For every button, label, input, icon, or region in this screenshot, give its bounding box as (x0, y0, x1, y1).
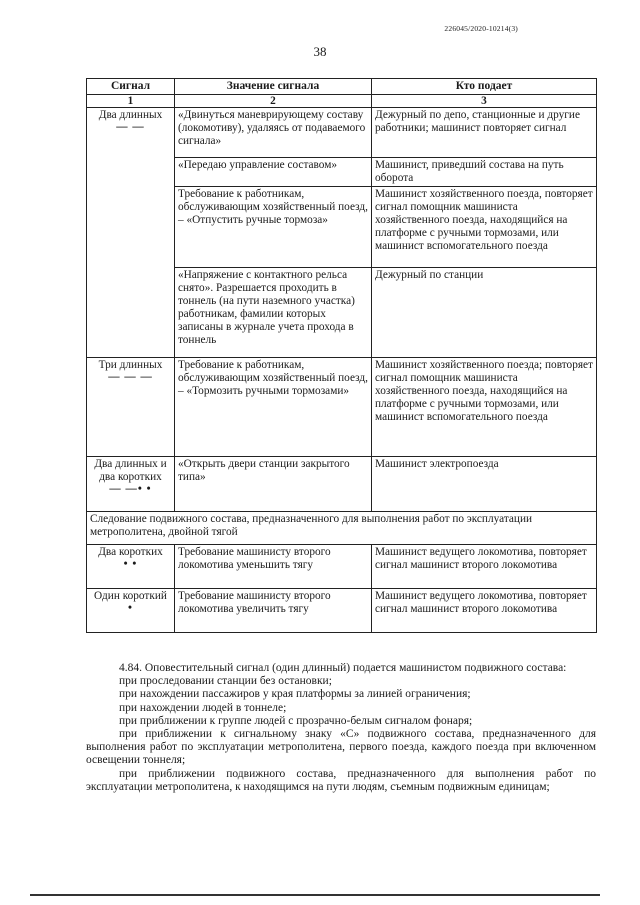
who-cell: Дежурный по депо, станционные и другие работники; машинист повторяет сигнал (372, 108, 597, 158)
section-heading-row (87, 512, 597, 545)
who-cell: Машинист хозяйственного поезда; повторяет сигнал помощник машиниста хозяйственного поезда, находящийся на платформе с ручными тормозами, или машинист вспомогательного поезда (372, 358, 597, 457)
meaning-cell: «Передаю управление составом» (175, 158, 372, 187)
table-row (87, 108, 597, 158)
paragraph: при приближении к группе людей с прозрачно-белым сигналом фонаря; (119, 714, 473, 727)
signal-cell (87, 457, 175, 512)
col-number-3: 3 (372, 95, 597, 108)
signal-mark: — — — (108, 371, 153, 383)
meaning-cell: Требование к работникам, обслуживающим хозяйственный поезд, – «Тормозить ручными тормозами» (175, 358, 372, 457)
column-number-row (87, 95, 597, 108)
who-cell: Машинист электропоезда (372, 457, 597, 512)
signal-name: Два длинных (98, 109, 163, 121)
footer-divider (30, 894, 600, 896)
signal-cell (87, 358, 175, 457)
col-number-2: 2 (175, 95, 372, 108)
col-number-1: 1 (87, 95, 175, 108)
who-cell: Дежурный по станции (372, 268, 597, 358)
who-cell: Машинист ведущего локомотива, повторяет сигнал машинист второго локомотива (372, 589, 597, 633)
paragraph: при приближении к сигнальному знаку «С» подвижного состава, предназначенного для выполнения работ по эксплуатации метрополитена, первого поезда, каждого поезда при включенном освещении тоннеля; (86, 728, 596, 767)
meaning-cell: «Двинуться маневрирующему составу (локомотиву), удаляясь от подаваемого сигнала» (175, 108, 372, 158)
signal-mark: • • (123, 558, 138, 570)
table-row (87, 358, 597, 457)
page-number: 38 (313, 44, 327, 59)
body-text (86, 662, 596, 794)
signal-mark: • (128, 602, 133, 614)
header-meaning: Значение сигнала (175, 79, 372, 95)
who-cell: Машинист, приведший состава на путь оборота (372, 158, 597, 187)
signal-name: Два коротких (98, 546, 163, 558)
document-id: 226045/2020-10214(3) (444, 24, 518, 33)
paragraph: 4.84. Оповестительный сигнал (один длинный) подается машинистом подвижного состава: (119, 662, 567, 674)
table-row (87, 457, 597, 512)
header-signal: Сигнал (87, 79, 175, 95)
meaning-cell: Требование машинисту второго локомотива уменьшить тягу (175, 545, 372, 589)
table-row (87, 545, 597, 589)
who-cell: Машинист хозяйственного поезда, повторяет сигнал помощник машиниста хозяйственного поезда, находящийся на платформе с ручными тормозами, или машинист вспомогательного поезда (372, 187, 597, 268)
section-heading: Следование подвижного состава, предназначенного для выполнения работ по эксплуатации метрополитена, двойной тягой (87, 512, 597, 545)
signal-cell (87, 108, 175, 358)
signal-cell (87, 545, 175, 589)
signal-mark: — — (116, 121, 145, 133)
signal-cell (87, 589, 175, 633)
meaning-cell: Требование к работникам, обслуживающим хозяйственный поезд, – «Отпустить ручные тормоза» (175, 187, 372, 268)
meaning-cell: Требование машинисту второго локомотива увеличить тягу (175, 589, 372, 633)
signal-name: Один короткий (94, 590, 167, 602)
table-row (87, 589, 597, 633)
signal-name: Три длинных (98, 359, 163, 371)
table-header-row (87, 79, 597, 95)
who-cell: Машинист ведущего локомотива, повторяет сигнал машинист второго локомотива (372, 545, 597, 589)
header-who: Кто подает (372, 79, 597, 95)
paragraph: при нахождении пассажиров у края платформы за линией ограничения; (119, 688, 471, 701)
meaning-cell: «Открыть двери станции закрытого типа» (175, 457, 372, 512)
signal-name: Два длинных и два коротких (94, 458, 167, 483)
meaning-cell: «Напряжение с контактного рельса снято». Разрешается проходить в тоннель (на пути наземного участка) работникам, фамилии которых записаны в журнале учета прохода в тоннель (175, 268, 372, 358)
signal-table (86, 78, 597, 633)
paragraph: при проследовании станции без остановки; (119, 675, 332, 688)
paragraph: при нахождении людей в тоннеле; (119, 701, 287, 714)
signal-mark: — —• • (109, 483, 152, 495)
paragraph: при приближении подвижного состава, предназначенного для выполнения работ по эксплуатации метрополитена, к находящимся на пути людям, съемным подвижным единицам; (86, 767, 596, 793)
